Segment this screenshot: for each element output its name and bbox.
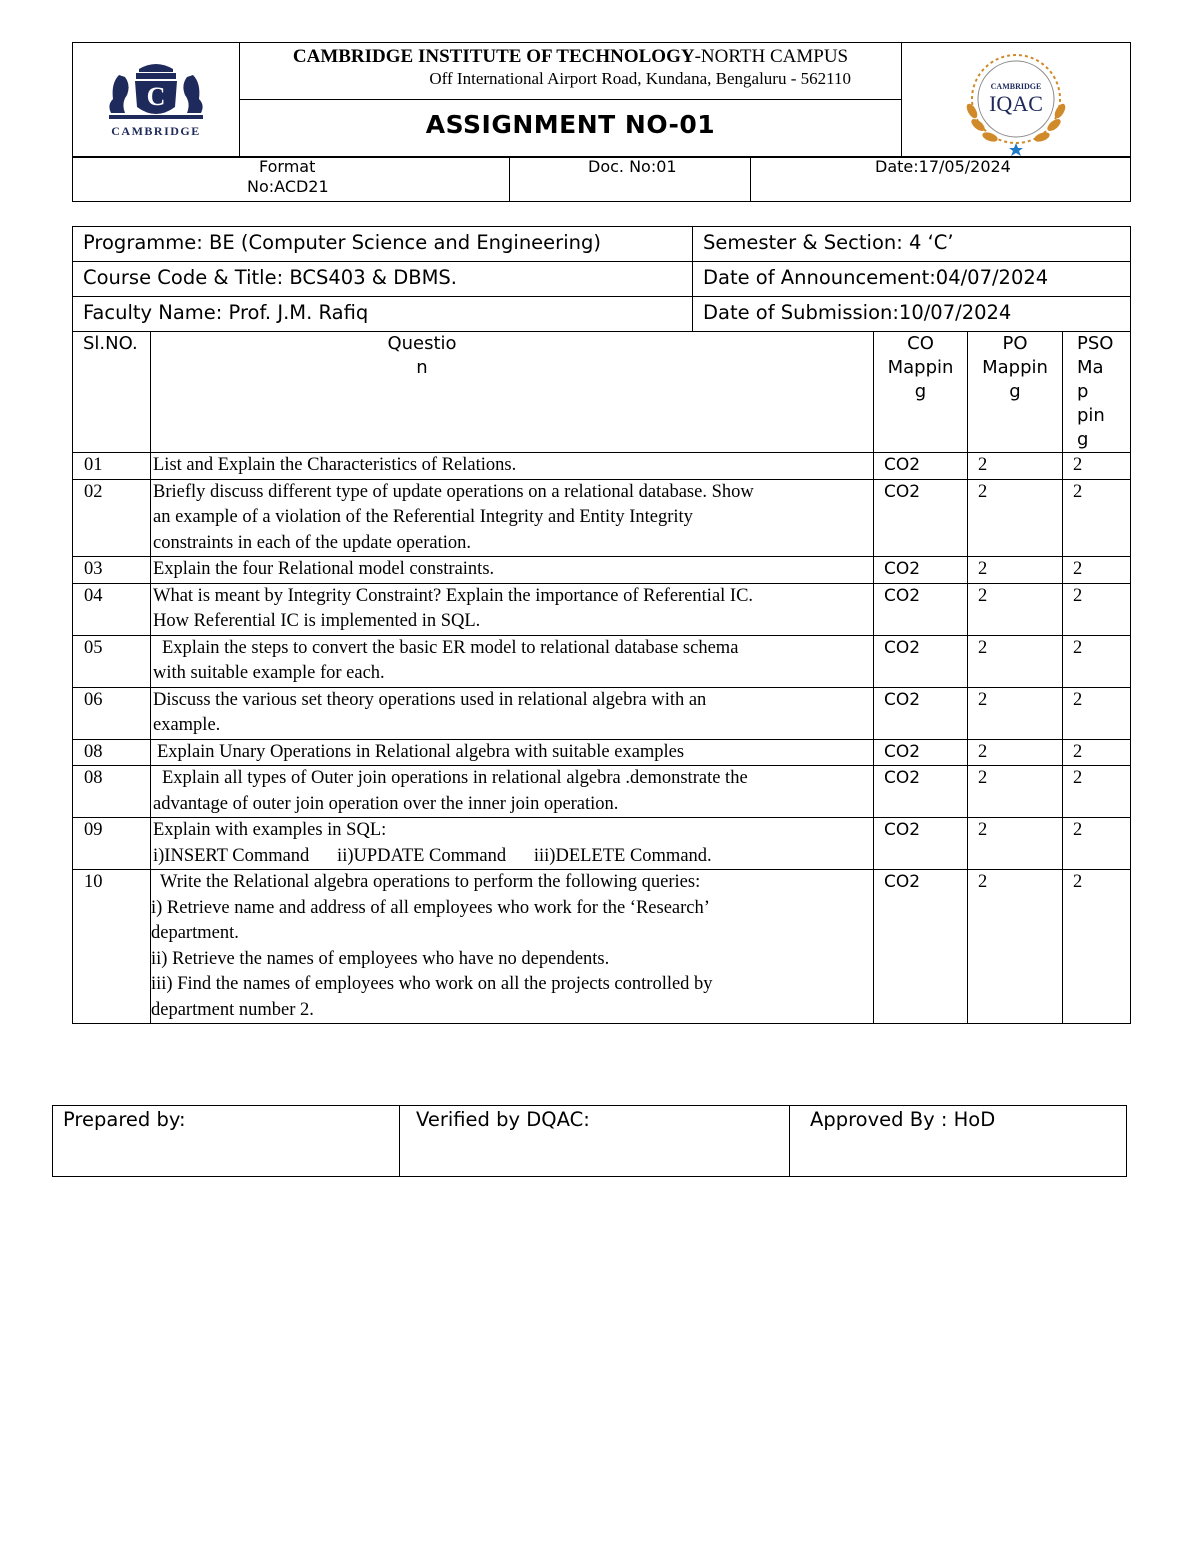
table-row [73, 557, 1131, 584]
programme: Programme: BE (Computer Science and Engineering) [73, 227, 693, 262]
question-text: Explain the steps to convert the basic ER model to relational database schema with suitable example for each. [151, 635, 874, 687]
co-mapping: CO2 [874, 635, 968, 687]
verified-by: Verified by DQAC: [400, 1106, 790, 1177]
pso-mapping: 2 [1063, 870, 1131, 1024]
question-number: 06 [73, 687, 151, 739]
co-mapping: CO2 [874, 557, 968, 584]
pso-mapping: 2 [1063, 818, 1131, 870]
po-mapping: 2 [968, 635, 1063, 687]
institute-name: CAMBRIDGE INSTITUTE OF TECHNOLOGY-NORTH CAMPUS [292, 46, 849, 67]
co-mapping-header: CO Mappin g [874, 332, 968, 453]
right-logo-cell [902, 43, 1131, 158]
doc-no: Doc. No:01 [510, 157, 751, 202]
question-text: Briefly discuss different type of update operations on a relational database. Show an example of a violation of the Referential Integrity and Entity Integrity constraints in each of the update operation. [151, 479, 874, 557]
pso-mapping: 2 [1063, 453, 1131, 480]
svg-text:C: C [146, 82, 166, 111]
pso-mapping: 2 [1063, 739, 1131, 766]
institute-address: Off International Airport Road, Kundana, Bengaluru - 562110 [429, 69, 851, 88]
faculty-name: Faculty Name: Prof. J.M. Rafiq [73, 297, 693, 332]
po-mapping: 2 [968, 479, 1063, 557]
format-no: Format No:ACD21 [73, 157, 510, 202]
course-code-title: Course Code & Title: BCS403 & DBMS. [73, 262, 693, 297]
table-row [73, 635, 1131, 687]
question-text: Explain all types of Outer join operations in relational algebra .demonstrate the advantage of outer join operation over the inner join operation. [151, 766, 874, 818]
table-row [73, 739, 1131, 766]
question-number: 04 [73, 583, 151, 635]
question-text: Explain Unary Operations in Relational algebra with suitable examples [151, 739, 874, 766]
po-mapping-header: PO Mappin g [968, 332, 1063, 453]
po-mapping: 2 [968, 739, 1063, 766]
iqac-subtext: CAMBRIDGE [990, 82, 1042, 91]
pso-mapping: 2 [1063, 479, 1131, 557]
semester-section: Semester & Section: 4 ‘C’ [693, 227, 1131, 262]
header-table [72, 42, 1131, 158]
pso-mapping: 2 [1063, 557, 1131, 584]
prepared-by: Prepared by: [53, 1106, 400, 1177]
question-text: Explain the four Relational model constraints. [151, 557, 874, 584]
co-mapping: CO2 [874, 870, 968, 1024]
po-mapping: 2 [968, 453, 1063, 480]
co-mapping: CO2 [874, 479, 968, 557]
iqac-text: IQAC [989, 91, 1043, 116]
question-number: 02 [73, 479, 151, 557]
signature-table [52, 1105, 1127, 1177]
announcement-date: Date of Announcement:04/07/2024 [693, 262, 1131, 297]
po-mapping: 2 [968, 766, 1063, 818]
institute-cell [240, 43, 902, 100]
table-row [73, 453, 1131, 480]
po-mapping: 2 [968, 687, 1063, 739]
doc-date: Date:17/05/2024 [751, 157, 1131, 202]
iqac-logo [946, 49, 1086, 157]
co-mapping: CO2 [874, 739, 968, 766]
question-text: Explain with examples in SQL: i)INSERT Command ii)UPDATE Command iii)DELETE Command. [151, 818, 874, 870]
question-text: List and Explain the Characteristics of Relations. [151, 453, 874, 480]
campus-name: -NORTH CAMPUS [694, 46, 849, 67]
left-logo-cell [73, 43, 240, 158]
co-mapping: CO2 [874, 818, 968, 870]
table-row [73, 818, 1131, 870]
question-header: Questio n [151, 332, 874, 453]
submission-date: Date of Submission:10/07/2024 [693, 297, 1131, 332]
table-row [73, 766, 1131, 818]
table-row [73, 479, 1131, 557]
cambridge-logo [91, 55, 221, 145]
pso-mapping: 2 [1063, 766, 1131, 818]
slno-header: Sl.NO. [73, 332, 151, 453]
meta-table [72, 156, 1131, 202]
pso-mapping: 2 [1063, 583, 1131, 635]
table-row [73, 870, 1131, 1024]
question-text: Discuss the various set theory operations used in relational algebra with an example. [151, 687, 874, 739]
approved-by: Approved By : HoD [790, 1106, 1127, 1177]
question-number: 03 [73, 557, 151, 584]
po-mapping: 2 [968, 818, 1063, 870]
po-mapping: 2 [968, 557, 1063, 584]
question-number: 08 [73, 739, 151, 766]
question-number: 09 [73, 818, 151, 870]
left-logo-text: CAMBRIDGE [111, 124, 201, 138]
po-mapping: 2 [968, 870, 1063, 1024]
question-table [72, 226, 1131, 1024]
question-text: What is meant by Integrity Constraint? Explain the importance of Referential IC. How Referential IC is implemented in SQL. [151, 583, 874, 635]
question-number: 08 [73, 766, 151, 818]
assignment-title: ASSIGNMENT NO-01 [425, 109, 716, 139]
star-icon [1009, 143, 1023, 156]
co-mapping: CO2 [874, 687, 968, 739]
pso-mapping: 2 [1063, 687, 1131, 739]
question-number: 10 [73, 870, 151, 1024]
question-number: 05 [73, 635, 151, 687]
question-text: Write the Relational algebra operations to perform the following queries: i) Retrieve name and address of all employees who work for the ‘Research’ department. ii) Retrieve the names of employees who have no dependents. iii) Find the names of employees who work on all the projects controlled by department number 2. [151, 870, 874, 1024]
co-mapping: CO2 [874, 766, 968, 818]
co-mapping: CO2 [874, 583, 968, 635]
pso-mapping: 2 [1063, 635, 1131, 687]
question-number: 01 [73, 453, 151, 480]
table-row [73, 583, 1131, 635]
column-header-row [73, 332, 1131, 453]
table-row [73, 687, 1131, 739]
title-cell [240, 99, 902, 157]
co-mapping: CO2 [874, 453, 968, 480]
pso-mapping-header: PSO Ma p pin g [1063, 332, 1131, 453]
po-mapping: 2 [968, 583, 1063, 635]
